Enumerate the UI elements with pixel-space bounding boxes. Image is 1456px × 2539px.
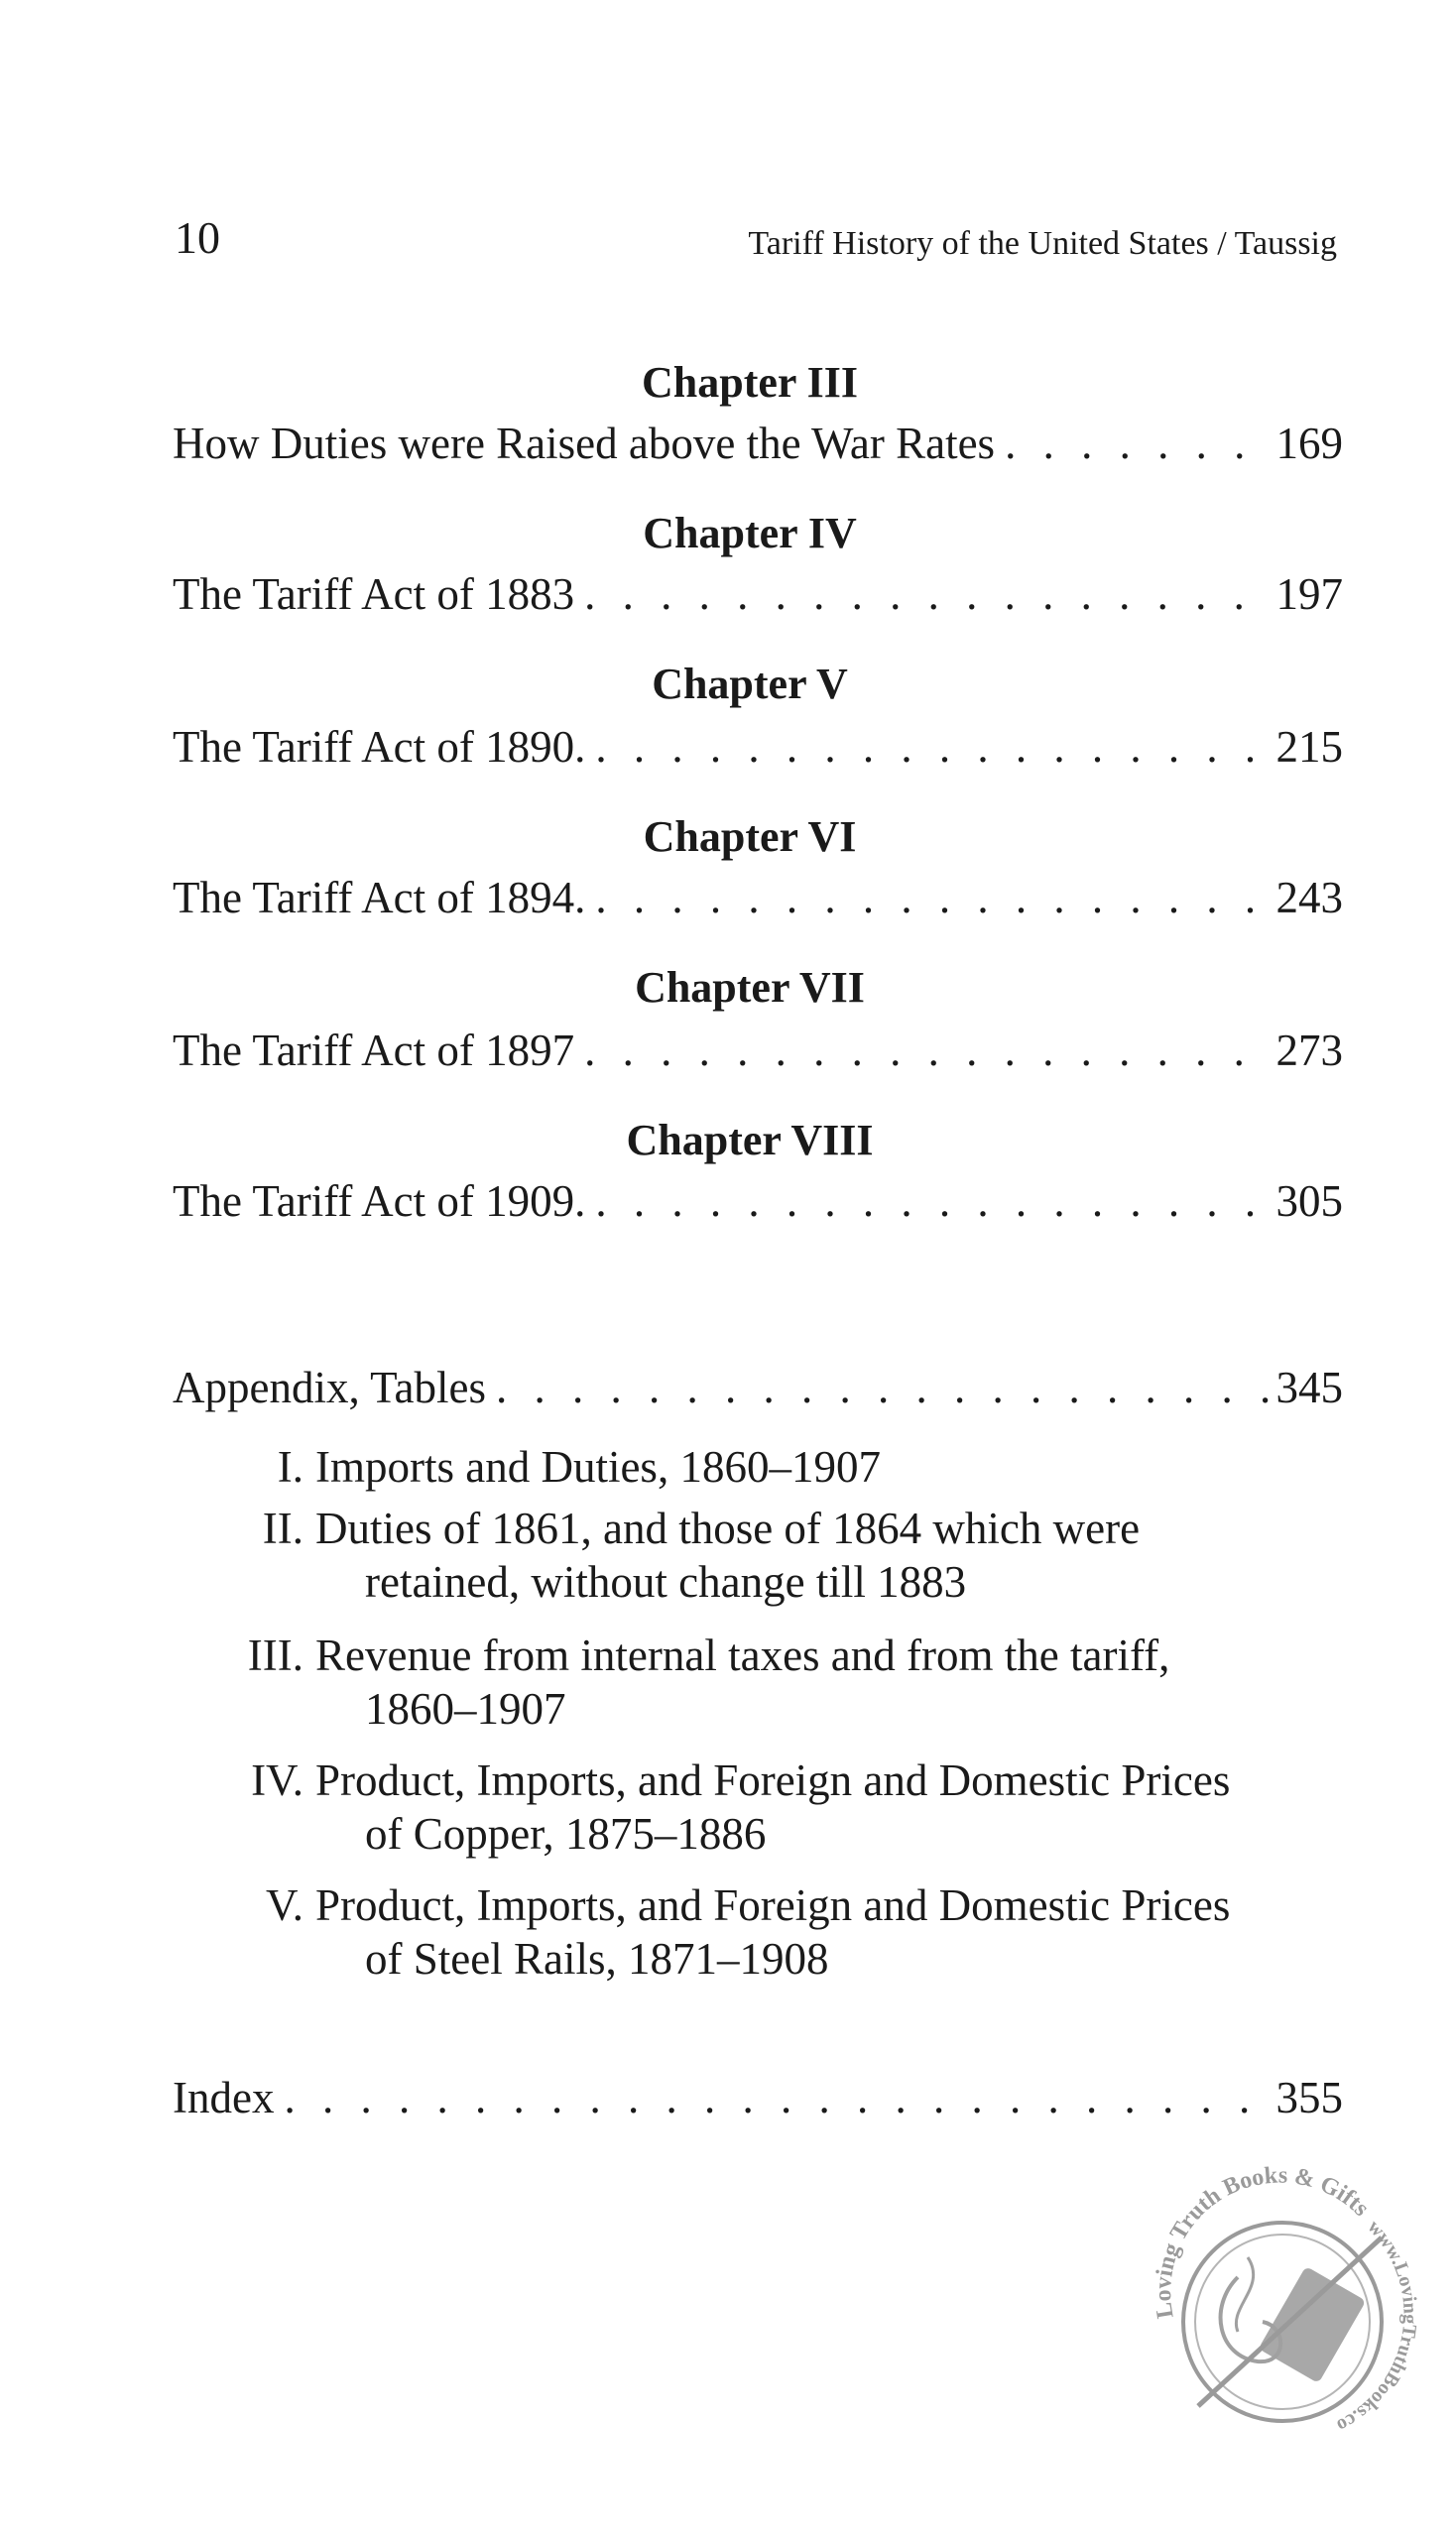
- dot-leader: [584, 1022, 1270, 1079]
- dot-leader: [584, 565, 1270, 623]
- appendix-table-iii[interactable]: [247, 1627, 1170, 1684]
- appendix-table-ii-continued: retained, without change till 1883: [365, 1557, 967, 1607]
- toc-entry-page: 169: [1275, 419, 1343, 468]
- watermark-stamp: [1139, 2158, 1426, 2446]
- toc-entry-title: The Tariff Act of 1883: [173, 569, 575, 619]
- toc-entry-page: 215: [1275, 722, 1343, 772]
- table-title-line: Imports and Duties, 1860–1907: [315, 1442, 881, 1492]
- dot-leader: [1005, 415, 1270, 472]
- toc-entry-title: Index: [173, 2073, 275, 2122]
- appendix-table-iii-continued: 1860–1907: [365, 1684, 566, 1734]
- toc-entry-chapter-vi[interactable]: [173, 869, 1343, 926]
- appendix-table-v-continued: of Steel Rails, 1871–1908: [365, 1934, 829, 1984]
- toc-entry-title: The Tariff Act of 1894.: [173, 873, 586, 922]
- appendix-table-ii[interactable]: [262, 1500, 1141, 1557]
- appendix-table-v[interactable]: [266, 1876, 1231, 1934]
- toc-entry-title: How Duties were Raised above the War Rates: [173, 419, 996, 468]
- toc-entry-page: 243: [1275, 873, 1343, 922]
- toc-entry-index[interactable]: [173, 2069, 1343, 2126]
- toc-entry-chapter-iii[interactable]: [173, 415, 1343, 472]
- dot-leader: [595, 1172, 1270, 1230]
- dot-leader: [496, 1359, 1271, 1416]
- chapter-heading-vi: Chapter VI: [643, 812, 857, 861]
- toc-entry-chapter-vii[interactable]: [173, 1022, 1343, 1079]
- page-number: 10: [175, 212, 220, 263]
- table-numeral: V.: [266, 1880, 303, 1930]
- watermark-side-text: www.LovingTruthBooks.co: [1333, 2216, 1421, 2437]
- toc-entry-title: The Tariff Act of 1897: [173, 1026, 575, 1075]
- appendix-table-i[interactable]: [277, 1438, 881, 1496]
- table-numeral: I.: [277, 1442, 303, 1492]
- chapter-heading-iv: Chapter IV: [643, 509, 857, 557]
- appendix-table-iv[interactable]: [251, 1752, 1231, 1809]
- toc-entry-page: 305: [1275, 1176, 1343, 1226]
- table-title-line: Revenue from internal taxes and from the tariff,: [315, 1631, 1170, 1680]
- table-numeral: III.: [247, 1631, 303, 1680]
- toc-entry-page: 197: [1275, 569, 1343, 619]
- toc-entry-chapter-iv[interactable]: [173, 565, 1343, 623]
- chapter-heading-vii: Chapter VII: [635, 963, 865, 1012]
- dot-leader: [595, 869, 1270, 926]
- table-title-line: Product, Imports, and Foreign and Domestic Prices: [315, 1755, 1231, 1805]
- toc-entry-page: 355: [1275, 2073, 1343, 2122]
- watermark-top-text: Loving Truth Books & Gifts: [1151, 2162, 1375, 2321]
- watermark-logo-icon: [1139, 2158, 1426, 2446]
- toc-entry-title: The Tariff Act of 1909.: [173, 1176, 586, 1226]
- table-numeral: II.: [262, 1504, 303, 1553]
- table-numeral: IV.: [251, 1755, 303, 1805]
- toc-entry-appendix[interactable]: [173, 1359, 1343, 1416]
- toc-entry-title: Appendix, Tables: [173, 1363, 486, 1412]
- table-title-line: Product, Imports, and Foreign and Domestic Prices: [315, 1880, 1231, 1930]
- dot-leader: [595, 718, 1270, 776]
- toc-entry-page: 273: [1275, 1026, 1343, 1075]
- toc-entry-title: The Tariff Act of 1890.: [173, 722, 586, 772]
- table-title-line: Duties of 1861, and those of 1864 which were: [315, 1504, 1141, 1553]
- chapter-heading-v: Chapter V: [652, 660, 848, 708]
- dot-leader: [284, 2069, 1270, 2126]
- chapter-heading-viii: Chapter VIII: [626, 1116, 874, 1164]
- toc-entry-chapter-v[interactable]: [173, 718, 1343, 776]
- chapter-heading-iii: Chapter III: [641, 358, 858, 407]
- toc-entry-page: 345: [1275, 1363, 1343, 1412]
- appendix-table-iv-continued: of Copper, 1875–1886: [365, 1809, 767, 1859]
- toc-entry-chapter-viii[interactable]: [173, 1172, 1343, 1230]
- running-head: Tariff History of the United States / Taussig: [748, 225, 1337, 262]
